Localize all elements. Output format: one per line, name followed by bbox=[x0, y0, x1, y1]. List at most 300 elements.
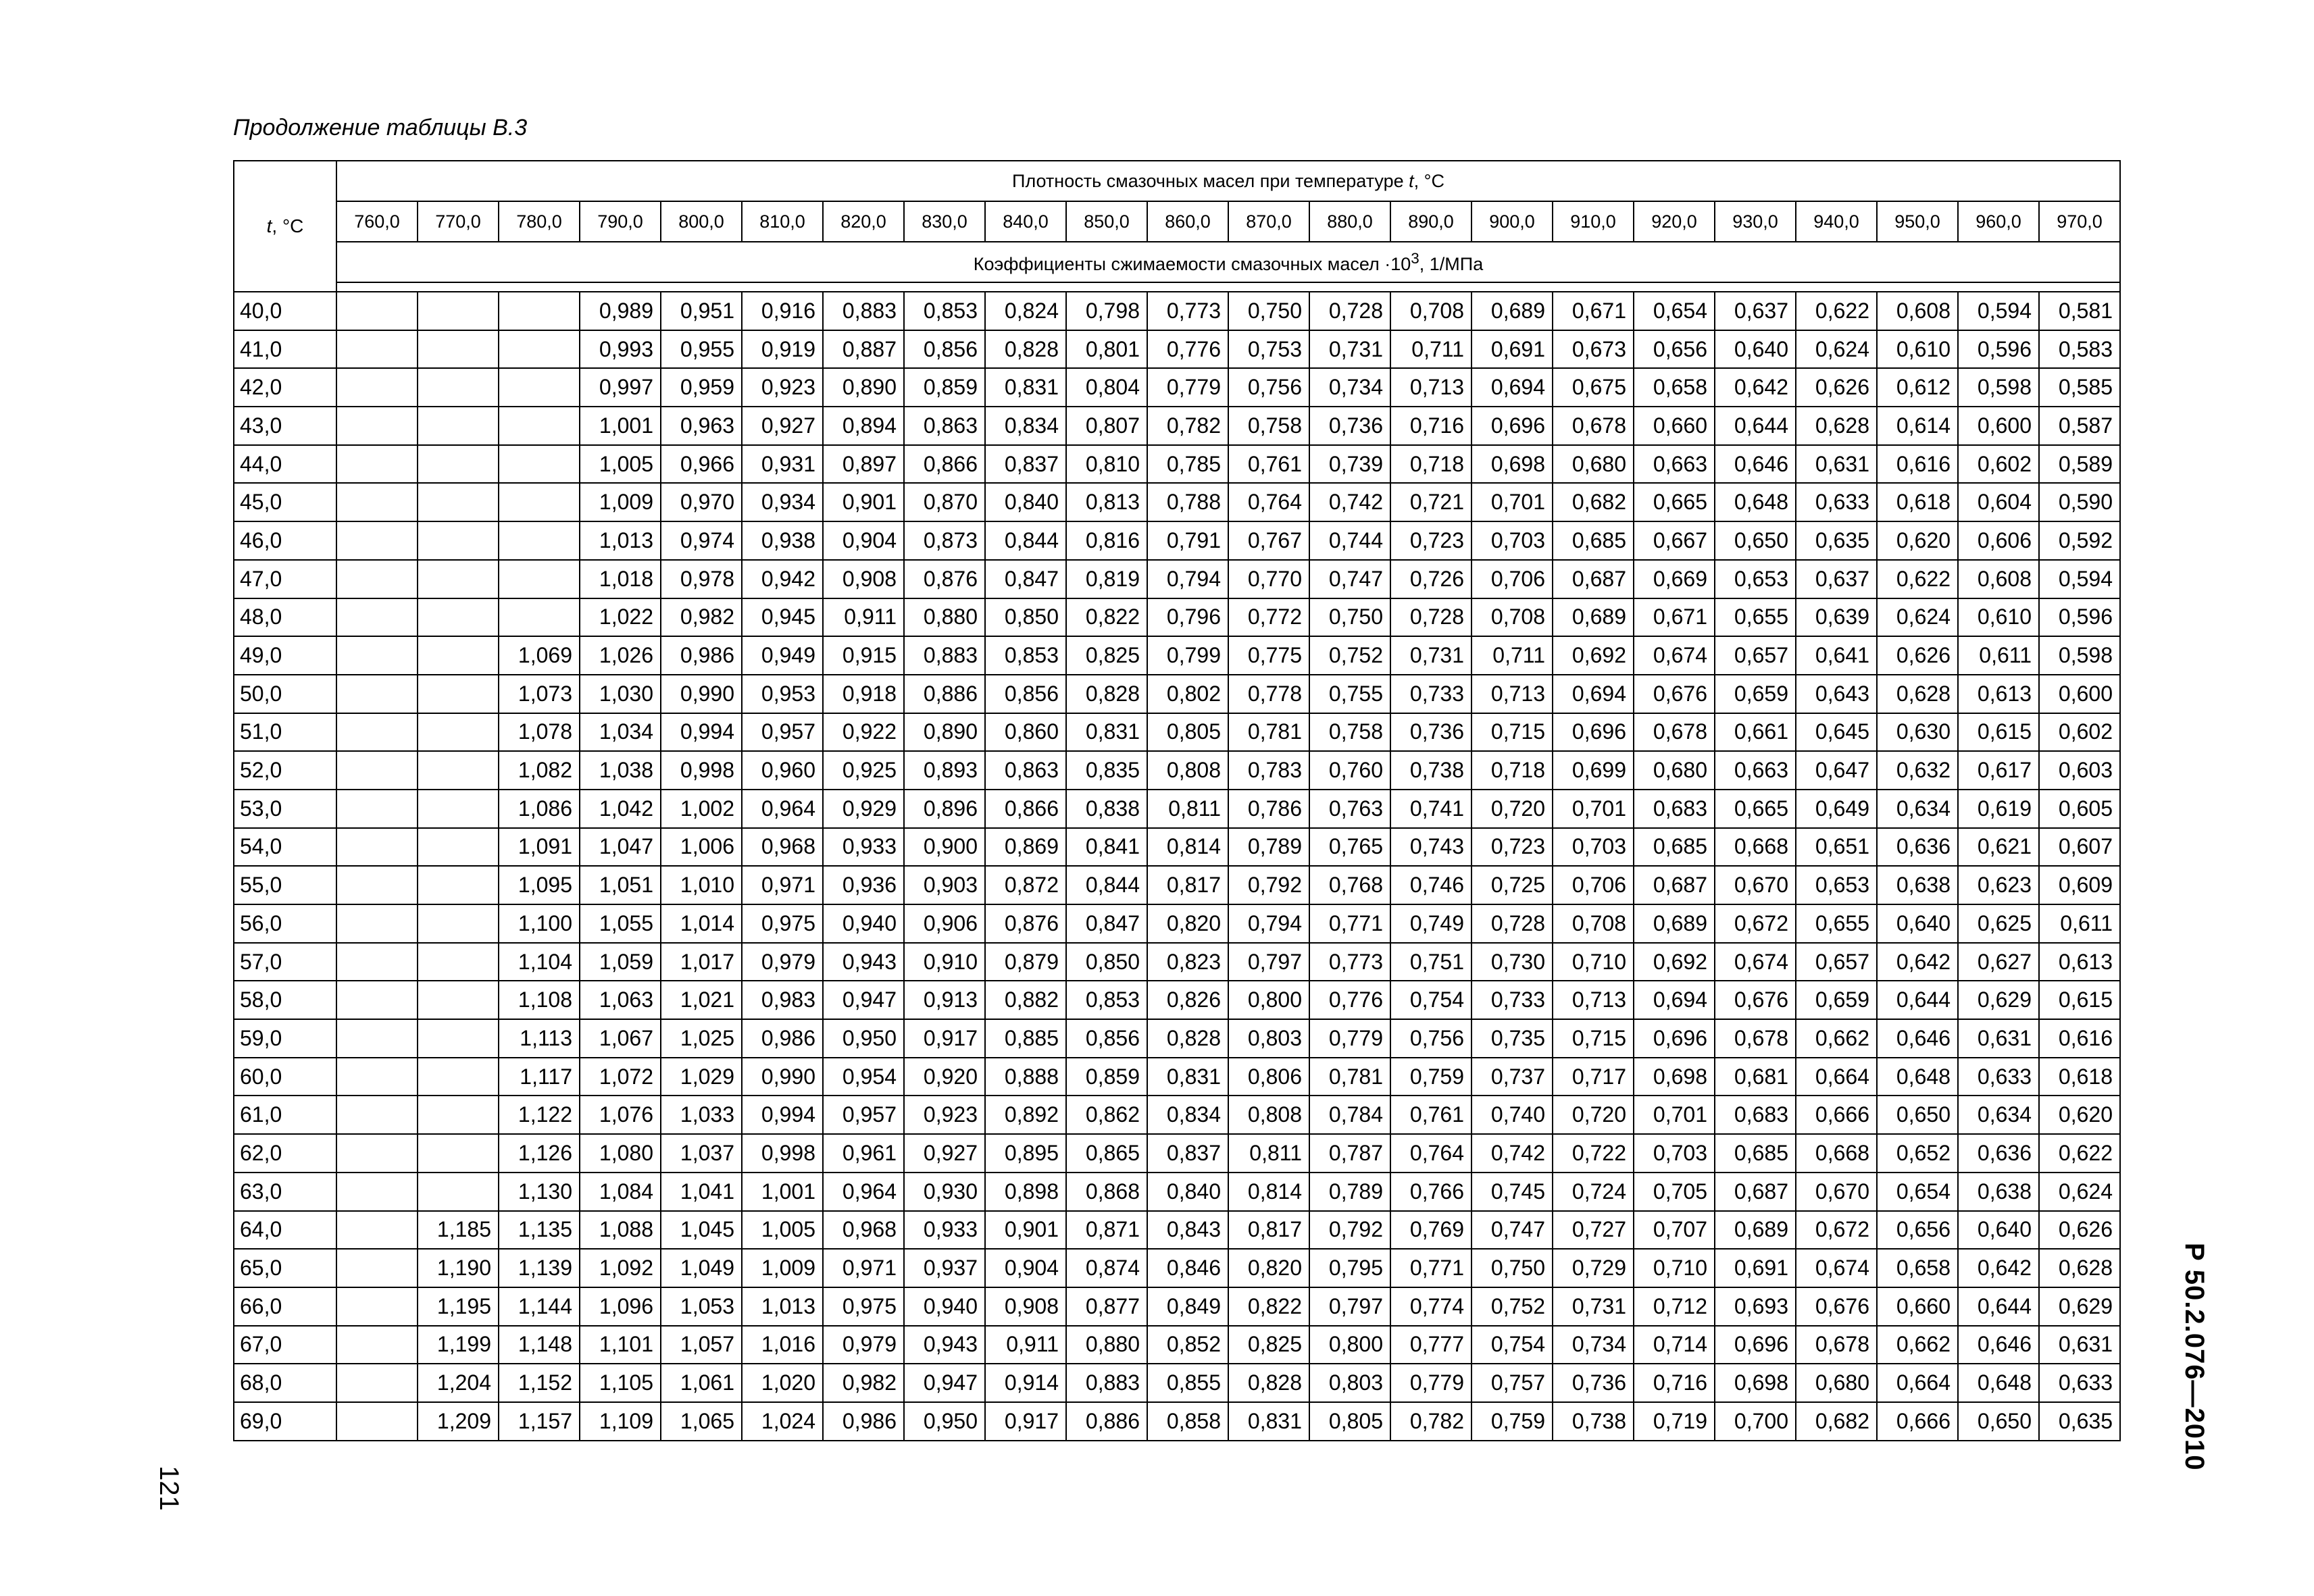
coefficient-cell: 0,882 bbox=[985, 981, 1066, 1019]
coefficient-cell: 0,633 bbox=[1796, 483, 1877, 521]
coefficient-cell: 0,781 bbox=[1228, 713, 1309, 752]
coefficient-cell: 0,990 bbox=[661, 675, 742, 713]
temperature-cell: 54,0 bbox=[234, 828, 336, 867]
coefficient-cell: 0,800 bbox=[1309, 1326, 1390, 1364]
coefficient-cell: 0,936 bbox=[823, 866, 904, 904]
coefficient-cell: 0,735 bbox=[1472, 1019, 1553, 1058]
coefficient-cell: 1,130 bbox=[499, 1173, 580, 1211]
coefficient-cell: 1,014 bbox=[661, 904, 742, 943]
coefficient-cell: 1,001 bbox=[580, 407, 661, 445]
coefficient-cell: 1,157 bbox=[499, 1402, 580, 1441]
coefficient-cell bbox=[336, 713, 418, 752]
temperature-cell: 57,0 bbox=[234, 943, 336, 981]
coefficient-cell: 0,890 bbox=[823, 368, 904, 407]
coefficient-cell: 0,711 bbox=[1390, 330, 1472, 369]
coefficient-cell: 0,646 bbox=[1715, 445, 1796, 484]
coefficient-cell: 0,959 bbox=[661, 368, 742, 407]
coefficient-cell: 0,634 bbox=[1877, 790, 1958, 828]
table-row bbox=[234, 407, 2120, 445]
coefficient-cell: 0,720 bbox=[1472, 790, 1553, 828]
coefficient-cell: 0,919 bbox=[742, 330, 823, 369]
coefficient-cell: 0,804 bbox=[1066, 368, 1147, 407]
coefficient-cell: 0,691 bbox=[1472, 330, 1553, 369]
coefficient-cell: 0,670 bbox=[1796, 1173, 1877, 1211]
coefficient-cell: 1,063 bbox=[580, 981, 661, 1019]
coefficient-cell: 0,960 bbox=[742, 751, 823, 790]
coefficient-cell: 0,795 bbox=[1309, 1249, 1390, 1287]
coefficient-cell: 0,761 bbox=[1228, 445, 1309, 484]
table-row bbox=[234, 904, 2120, 943]
coefficient-cell bbox=[336, 1287, 418, 1326]
coefficient-cell: 0,696 bbox=[1553, 713, 1634, 752]
coefficient-cell: 1,026 bbox=[580, 636, 661, 675]
coefficient-cell: 1,045 bbox=[661, 1211, 742, 1250]
density-header-cell: 890,0 bbox=[1390, 201, 1472, 242]
table-row bbox=[234, 1287, 2120, 1326]
coefficient-cell: 0,772 bbox=[1228, 598, 1309, 637]
coefficient-cell: 0,699 bbox=[1553, 751, 1634, 790]
coefficient-cell: 0,581 bbox=[2039, 292, 2120, 330]
coefficient-cell: 0,765 bbox=[1309, 828, 1390, 867]
coefficient-cell: 0,678 bbox=[1796, 1326, 1877, 1364]
coefficient-cell: 0,683 bbox=[1634, 790, 1715, 828]
coefficient-cell: 0,666 bbox=[1877, 1402, 1958, 1441]
temperature-cell: 65,0 bbox=[234, 1249, 336, 1287]
coefficient-cell: 0,774 bbox=[1390, 1287, 1472, 1326]
table-row bbox=[234, 598, 2120, 637]
table-row bbox=[234, 828, 2120, 867]
coefficient-cell: 1,016 bbox=[742, 1326, 823, 1364]
coefficient-cell: 0,692 bbox=[1553, 636, 1634, 675]
coefficient-cell: 0,618 bbox=[1877, 483, 1958, 521]
coefficient-cell: 0,700 bbox=[1715, 1402, 1796, 1441]
coefficient-cell: 0,622 bbox=[1877, 560, 1958, 598]
coefficient-cell: 0,685 bbox=[1553, 521, 1634, 560]
coefficient-cell: 0,665 bbox=[1715, 790, 1796, 828]
coefficient-cell: 0,670 bbox=[1715, 866, 1796, 904]
coefficient-cell: 0,801 bbox=[1066, 330, 1147, 369]
coefficient-cell: 0,633 bbox=[2039, 1364, 2120, 1402]
coefficient-cell: 0,955 bbox=[661, 330, 742, 369]
coefficient-cell: 0,954 bbox=[823, 1058, 904, 1096]
coefficient-cell: 0,668 bbox=[1796, 1134, 1877, 1173]
coefficient-cell bbox=[499, 483, 580, 521]
coefficient-cell: 0,916 bbox=[742, 292, 823, 330]
coefficient-cell: 0,610 bbox=[1877, 330, 1958, 369]
coefficient-cell: 0,632 bbox=[1877, 751, 1958, 790]
coefficient-cell: 0,773 bbox=[1147, 292, 1228, 330]
coefficient-cell: 0,713 bbox=[1553, 981, 1634, 1019]
coefficient-cell: 0,694 bbox=[1634, 981, 1715, 1019]
table-row bbox=[234, 445, 2120, 484]
coefficient-cell: 0,712 bbox=[1634, 1287, 1715, 1326]
coefficient-cell: 0,736 bbox=[1309, 407, 1390, 445]
coefficient-cell: 0,860 bbox=[985, 713, 1066, 752]
coefficient-cell: 0,592 bbox=[2039, 521, 2120, 560]
coefficient-cell bbox=[418, 981, 499, 1019]
coefficient-cell: 0,668 bbox=[1715, 828, 1796, 867]
coefficient-cell: 0,943 bbox=[904, 1326, 985, 1364]
density-header-cell: 940,0 bbox=[1796, 201, 1877, 242]
coefficient-cell: 0,947 bbox=[823, 981, 904, 1019]
coefficient-cell: 1,009 bbox=[742, 1249, 823, 1287]
density-header-cell: 800,0 bbox=[661, 201, 742, 242]
t-unit: , °C bbox=[272, 215, 304, 236]
coefficient-cell bbox=[336, 904, 418, 943]
coefficient-cell: 0,745 bbox=[1472, 1173, 1553, 1211]
coefficient-cell: 0,664 bbox=[1877, 1364, 1958, 1402]
coefficient-cell: 0,792 bbox=[1309, 1211, 1390, 1250]
coefficient-cell: 1,104 bbox=[499, 943, 580, 981]
coefficient-cell: 0,689 bbox=[1553, 598, 1634, 637]
coefficient-cell bbox=[418, 866, 499, 904]
coefficient-cell: 0,898 bbox=[985, 1173, 1066, 1211]
coefficient-cell: 0,609 bbox=[2039, 866, 2120, 904]
coefficient-cell: 0,644 bbox=[1958, 1287, 2039, 1326]
coefficient-cell: 0,715 bbox=[1553, 1019, 1634, 1058]
coefficient-cell: 0,979 bbox=[742, 943, 823, 981]
coefficient-cell: 0,650 bbox=[1958, 1402, 2039, 1441]
coefficient-cell: 1,009 bbox=[580, 483, 661, 521]
coefficient-cell: 0,856 bbox=[985, 675, 1066, 713]
coefficient-cell: 1,013 bbox=[742, 1287, 823, 1326]
coefficient-cell: 0,749 bbox=[1390, 904, 1472, 943]
coefficient-cell: 0,738 bbox=[1553, 1402, 1634, 1441]
coefficient-cell: 0,723 bbox=[1472, 828, 1553, 867]
coefficient-cell bbox=[336, 636, 418, 675]
coefficient-cell: 0,840 bbox=[985, 483, 1066, 521]
coefficient-cell: 0,596 bbox=[2039, 598, 2120, 637]
coefficient-cell: 0,585 bbox=[2039, 368, 2120, 407]
coefficient-cell: 0,687 bbox=[1553, 560, 1634, 598]
coefficient-cell: 1,078 bbox=[499, 713, 580, 752]
coefficient-cell: 0,879 bbox=[985, 943, 1066, 981]
coefficient-cell: 0,678 bbox=[1553, 407, 1634, 445]
table-row bbox=[234, 981, 2120, 1019]
density-header-cell: 930,0 bbox=[1715, 201, 1796, 242]
temperature-cell: 42,0 bbox=[234, 368, 336, 407]
coefficient-cell: 0,640 bbox=[1715, 330, 1796, 369]
coefficient-cell: 0,870 bbox=[904, 483, 985, 521]
coefficient-cell: 0,662 bbox=[1796, 1019, 1877, 1058]
coefficient-cell: 0,642 bbox=[1958, 1249, 2039, 1287]
coefficient-cell: 0,590 bbox=[2039, 483, 2120, 521]
coefficient-cell: 0,716 bbox=[1390, 407, 1472, 445]
coefficient-cell bbox=[418, 1134, 499, 1173]
coefficient-cell bbox=[499, 598, 580, 637]
density-values-row bbox=[234, 201, 2120, 242]
coefficient-cell: 0,663 bbox=[1634, 445, 1715, 484]
coefficient-cell: 0,728 bbox=[1390, 598, 1472, 637]
coefficient-cell: 0,685 bbox=[1634, 828, 1715, 867]
coefficient-cell: 0,648 bbox=[1958, 1364, 2039, 1402]
coefficient-cell: 0,750 bbox=[1228, 292, 1309, 330]
coefficient-cell: 0,683 bbox=[1715, 1096, 1796, 1134]
coefficient-cell: 0,714 bbox=[1634, 1326, 1715, 1364]
coefficient-cell: 0,883 bbox=[1066, 1364, 1147, 1402]
coefficient-cell: 0,656 bbox=[1634, 330, 1715, 369]
temperature-cell: 63,0 bbox=[234, 1173, 336, 1211]
coefficient-cell bbox=[499, 330, 580, 369]
coefficient-cell: 0,859 bbox=[1066, 1058, 1147, 1096]
coefficient-cell: 0,957 bbox=[742, 713, 823, 752]
coefficient-cell: 0,806 bbox=[1228, 1058, 1309, 1096]
coefficient-cell: 0,718 bbox=[1472, 751, 1553, 790]
coefficient-cell: 0,612 bbox=[1877, 368, 1958, 407]
temperature-cell: 62,0 bbox=[234, 1134, 336, 1173]
coefficient-cell: 0,631 bbox=[1796, 445, 1877, 484]
coefficient-cell: 0,602 bbox=[1958, 445, 2039, 484]
coefficient-cell: 0,798 bbox=[1066, 292, 1147, 330]
coefficient-cell: 0,786 bbox=[1228, 790, 1309, 828]
coefficient-cell: 0,733 bbox=[1390, 675, 1472, 713]
coefficient-cell: 0,840 bbox=[1147, 1173, 1228, 1211]
coefficient-cell: 0,605 bbox=[2039, 790, 2120, 828]
coefficient-cell: 0,654 bbox=[1634, 292, 1715, 330]
coefficient-cell: 0,733 bbox=[1472, 981, 1553, 1019]
coefficient-cell bbox=[418, 292, 499, 330]
coefficient-cell: 0,742 bbox=[1472, 1134, 1553, 1173]
coefficient-cell: 1,024 bbox=[742, 1402, 823, 1441]
coefficient-cell: 0,900 bbox=[904, 828, 985, 867]
table-row bbox=[234, 675, 2120, 713]
coefficient-cell: 0,758 bbox=[1228, 407, 1309, 445]
coefficient-cell: 1,117 bbox=[499, 1058, 580, 1096]
temperature-cell: 64,0 bbox=[234, 1211, 336, 1250]
density-header-cell: 900,0 bbox=[1472, 201, 1553, 242]
coefficient-cell: 1,030 bbox=[580, 675, 661, 713]
coefficient-cell: 0,674 bbox=[1715, 943, 1796, 981]
coefficient-cell: 0,611 bbox=[1958, 636, 2039, 675]
coefficient-cell: 0,853 bbox=[1066, 981, 1147, 1019]
coefficient-cell: 1,080 bbox=[580, 1134, 661, 1173]
temperature-cell: 40,0 bbox=[234, 292, 336, 330]
coefficient-cell: 0,627 bbox=[1958, 943, 2039, 981]
coefficient-cell: 0,911 bbox=[823, 598, 904, 637]
coefficient-cell: 0,783 bbox=[1228, 751, 1309, 790]
coefficient-cell: 0,680 bbox=[1553, 445, 1634, 484]
coefficient-cell: 1,021 bbox=[661, 981, 742, 1019]
coefficient-cell: 0,723 bbox=[1390, 521, 1472, 560]
coefficient-cell: 0,831 bbox=[985, 368, 1066, 407]
coefficient-cell: 0,726 bbox=[1390, 560, 1472, 598]
coefficient-cell bbox=[336, 598, 418, 637]
coefficient-cell: 0,607 bbox=[2039, 828, 2120, 867]
coefficient-cell bbox=[336, 790, 418, 828]
coefficient-cell: 0,858 bbox=[1147, 1402, 1228, 1441]
coefficient-cell bbox=[418, 790, 499, 828]
coefficient-cell: 1,022 bbox=[580, 598, 661, 637]
coefficient-cell: 0,754 bbox=[1472, 1326, 1553, 1364]
coefficient-cell: 0,707 bbox=[1634, 1211, 1715, 1250]
coefficient-cell: 1,113 bbox=[499, 1019, 580, 1058]
coefficient-cell: 0,628 bbox=[1796, 407, 1877, 445]
coefficient-cell: 0,696 bbox=[1715, 1326, 1796, 1364]
coefficient-cell: 0,734 bbox=[1309, 368, 1390, 407]
temperature-cell: 47,0 bbox=[234, 560, 336, 598]
coefficient-cell: 0,826 bbox=[1147, 981, 1228, 1019]
coefficient-cell bbox=[336, 1134, 418, 1173]
coefficient-cell: 0,901 bbox=[823, 483, 904, 521]
coefficient-cell: 0,989 bbox=[580, 292, 661, 330]
coefficient-cell: 0,681 bbox=[1715, 1058, 1796, 1096]
coefficient-cell bbox=[336, 407, 418, 445]
coefficient-cell: 0,897 bbox=[823, 445, 904, 484]
coefficient-cell: 0,653 bbox=[1715, 560, 1796, 598]
coefficient-cell bbox=[499, 292, 580, 330]
coefficient-cell: 0,895 bbox=[985, 1134, 1066, 1173]
coefficient-cell: 0,782 bbox=[1147, 407, 1228, 445]
coefficient-cell: 0,914 bbox=[985, 1364, 1066, 1402]
coefficient-cell bbox=[418, 407, 499, 445]
coefficient-cell: 0,964 bbox=[823, 1173, 904, 1211]
coefficient-cell: 0,856 bbox=[1066, 1019, 1147, 1058]
coefficient-cell: 1,096 bbox=[580, 1287, 661, 1326]
table-caption: Продолжение таблицы В.3 bbox=[233, 115, 528, 140]
coefficient-cell: 0,626 bbox=[1877, 636, 1958, 675]
coefficient-cell: 0,787 bbox=[1309, 1134, 1390, 1173]
temperature-cell: 58,0 bbox=[234, 981, 336, 1019]
coefficient-cell: 0,805 bbox=[1309, 1402, 1390, 1441]
coefficient-cell: 0,747 bbox=[1309, 560, 1390, 598]
coefficient-cell: 0,776 bbox=[1147, 330, 1228, 369]
coefficient-cell: 0,771 bbox=[1309, 904, 1390, 943]
coefficient-cell bbox=[418, 330, 499, 369]
coefficient-cell bbox=[418, 1058, 499, 1096]
density-header-cell: 860,0 bbox=[1147, 201, 1228, 242]
coefficient-cell: 0,781 bbox=[1309, 1058, 1390, 1096]
coefficient-cell: 0,608 bbox=[1958, 560, 2039, 598]
coefficient-cell: 0,853 bbox=[904, 292, 985, 330]
temperature-cell: 52,0 bbox=[234, 751, 336, 790]
coefficient-cell: 0,767 bbox=[1228, 521, 1309, 560]
coefficient-cell: 0,934 bbox=[742, 483, 823, 521]
density-header-cell: 960,0 bbox=[1958, 201, 2039, 242]
table-row bbox=[234, 790, 2120, 828]
coefficient-cell: 0,718 bbox=[1390, 445, 1472, 484]
coefficient-cell: 0,715 bbox=[1472, 713, 1553, 752]
temperature-cell: 67,0 bbox=[234, 1326, 336, 1364]
coefficient-cell: 0,893 bbox=[904, 751, 985, 790]
coefficient-cell: 0,880 bbox=[1066, 1326, 1147, 1364]
density-header-cell: 840,0 bbox=[985, 201, 1066, 242]
coefficient-cell: 0,950 bbox=[823, 1019, 904, 1058]
coefficient-cell: 0,698 bbox=[1715, 1364, 1796, 1402]
coefficient-cell: 0,844 bbox=[985, 521, 1066, 560]
coefficient-cell: 0,986 bbox=[661, 636, 742, 675]
coefficient-cell: 0,859 bbox=[904, 368, 985, 407]
table-row bbox=[234, 1019, 2120, 1058]
coefficient-cell: 0,778 bbox=[1228, 675, 1309, 713]
coefficient-cell: 0,752 bbox=[1309, 636, 1390, 675]
coefficient-cell: 0,986 bbox=[823, 1402, 904, 1441]
coefficient-cell: 1,042 bbox=[580, 790, 661, 828]
coefficient-cell: 0,710 bbox=[1553, 943, 1634, 981]
coefficient-cell: 1,091 bbox=[499, 828, 580, 867]
density-header-cell: 820,0 bbox=[823, 201, 904, 242]
coefficient-cell: 0,750 bbox=[1309, 598, 1390, 637]
coefficient-cell: 0,993 bbox=[580, 330, 661, 369]
coefficient-cell: 0,968 bbox=[742, 828, 823, 867]
coefficient-cell: 0,737 bbox=[1472, 1058, 1553, 1096]
coefficient-cell: 0,775 bbox=[1228, 636, 1309, 675]
coefficient-cell: 0,655 bbox=[1715, 598, 1796, 637]
table-row bbox=[234, 751, 2120, 790]
coefficient-cell: 0,822 bbox=[1066, 598, 1147, 637]
coefficient-cell: 0,728 bbox=[1309, 292, 1390, 330]
coefficient-cell: 0,640 bbox=[1877, 904, 1958, 943]
coefficient-cell: 0,729 bbox=[1553, 1249, 1634, 1287]
coefficient-cell: 0,622 bbox=[2039, 1134, 2120, 1173]
coefficient-cell: 0,817 bbox=[1228, 1211, 1309, 1250]
coefficient-cell: 0,708 bbox=[1553, 904, 1634, 943]
coefficient-cell: 0,782 bbox=[1390, 1402, 1472, 1441]
coefficient-cell: 0,979 bbox=[823, 1326, 904, 1364]
coefficient-cell: 0,974 bbox=[661, 521, 742, 560]
coefficient-cell: 1,002 bbox=[661, 790, 742, 828]
coefficient-cell: 1,005 bbox=[742, 1211, 823, 1250]
coefficient-cell: 0,779 bbox=[1147, 368, 1228, 407]
coefficient-cell bbox=[418, 636, 499, 675]
coefficient-cell: 0,937 bbox=[904, 1249, 985, 1287]
coefficient-cell: 0,825 bbox=[1228, 1326, 1309, 1364]
coefficient-cell: 0,624 bbox=[1877, 598, 1958, 637]
coefficient-cell: 0,756 bbox=[1228, 368, 1309, 407]
coefficient-cell: 1,144 bbox=[499, 1287, 580, 1326]
coefficient-cell: 1,086 bbox=[499, 790, 580, 828]
table-row bbox=[234, 1058, 2120, 1096]
density-header-cell: 910,0 bbox=[1553, 201, 1634, 242]
coefficient-cell: 0,708 bbox=[1472, 598, 1553, 637]
coefficient-cell: 0,635 bbox=[2039, 1402, 2120, 1441]
coefficient-cell: 0,653 bbox=[1796, 866, 1877, 904]
coefficient-cell: 0,620 bbox=[1877, 521, 1958, 560]
coefficient-cell: 0,957 bbox=[823, 1096, 904, 1134]
coefficient-cell: 0,615 bbox=[2039, 981, 2120, 1019]
coefficient-cell: 0,770 bbox=[1228, 560, 1309, 598]
coefficient-cell: 1,051 bbox=[580, 866, 661, 904]
coefficient-cell bbox=[336, 1019, 418, 1058]
coefficient-cell: 0,828 bbox=[1147, 1019, 1228, 1058]
coefficient-cell: 0,678 bbox=[1715, 1019, 1796, 1058]
table-row bbox=[234, 1173, 2120, 1211]
coefficient-cell bbox=[336, 1173, 418, 1211]
coefficient-cell: 0,883 bbox=[904, 636, 985, 675]
coefficient-cell: 0,648 bbox=[1715, 483, 1796, 521]
coefficient-cell bbox=[336, 1058, 418, 1096]
coefficient-cell: 0,997 bbox=[580, 368, 661, 407]
coefficient-cell: 0,789 bbox=[1228, 828, 1309, 867]
coefficient-cell: 0,779 bbox=[1309, 1019, 1390, 1058]
coefficient-cell bbox=[418, 598, 499, 637]
coefficient-cell: 0,672 bbox=[1715, 904, 1796, 943]
coefficient-cell: 0,642 bbox=[1877, 943, 1958, 981]
coefficient-cell: 0,844 bbox=[1066, 866, 1147, 904]
table-row bbox=[234, 521, 2120, 560]
coefficient-cell: 0,990 bbox=[742, 1058, 823, 1096]
coefficient-cell: 0,791 bbox=[1147, 521, 1228, 560]
coefficient-cell: 0,811 bbox=[1147, 790, 1228, 828]
coefficient-cell: 0,886 bbox=[1066, 1402, 1147, 1441]
coefficient-cell: 0,746 bbox=[1390, 866, 1472, 904]
coefficient-cell: 0,640 bbox=[1958, 1211, 2039, 1250]
density-header-cell: 760,0 bbox=[336, 201, 418, 242]
coefficient-cell: 0,589 bbox=[2039, 445, 2120, 484]
coefficient-cell: 0,676 bbox=[1634, 675, 1715, 713]
coefficient-cell: 0,711 bbox=[1472, 636, 1553, 675]
coefficient-cell: 0,866 bbox=[985, 790, 1066, 828]
coefficient-cell: 0,710 bbox=[1634, 1249, 1715, 1287]
